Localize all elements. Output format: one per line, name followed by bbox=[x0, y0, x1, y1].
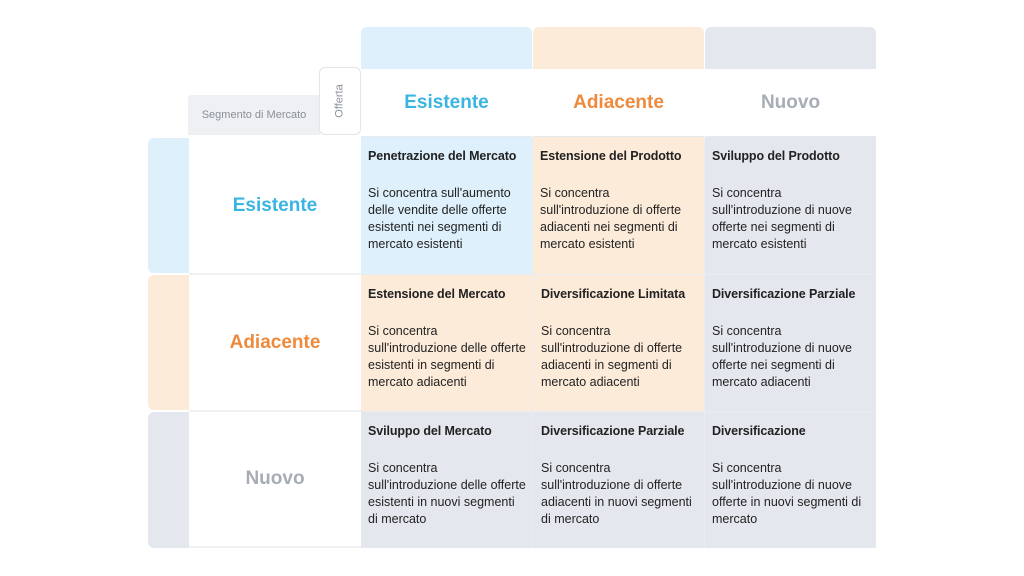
cell-title: Diversificazione Limitata bbox=[541, 287, 686, 301]
cell-description: Si concentra sull'introduzione di offerte adiacenti in segmenti di mercato adiacenti bbox=[541, 324, 683, 389]
cell-partial-diversification-1 bbox=[705, 275, 876, 412]
column-tab-adjacent bbox=[533, 27, 704, 69]
column-header-existing: Esistente bbox=[361, 69, 532, 136]
column-header-adjacent: Adiacente bbox=[533, 69, 704, 136]
cell-title: Sviluppo del Mercato bbox=[368, 424, 492, 438]
cell-market-penetration bbox=[361, 137, 533, 274]
cell-product-extension bbox=[533, 137, 705, 274]
grid-divider bbox=[532, 137, 533, 548]
cell-description: Si concentra sull'introduzione di nuove offerte nei segmenti di mercato adiacenti bbox=[712, 324, 852, 389]
cell-product-development bbox=[705, 137, 876, 274]
cell-title: Penetrazione del Mercato bbox=[368, 149, 517, 163]
cell-title: Estensione del Prodotto bbox=[540, 149, 682, 163]
cell-description: Si concentra sull'introduzione delle offerte esistenti in segmenti di mercato adiacenti bbox=[368, 324, 526, 389]
segment-axis-label: Segmento di Mercato bbox=[188, 95, 320, 135]
cell-limited-diversification bbox=[533, 275, 705, 412]
row-header-existing: Esistente bbox=[189, 138, 361, 275]
cell-title: Diversificazione bbox=[712, 424, 806, 438]
cell-title: Sviluppo del Prodotto bbox=[712, 149, 840, 163]
cell-description: Si concentra sull'introduzione di offerte adiacenti nei segmenti di mercato esistenti bbox=[540, 186, 682, 251]
row-tab-new bbox=[148, 412, 190, 548]
cell-diversification bbox=[705, 412, 876, 548]
row-tab-existing bbox=[148, 138, 190, 273]
cell-description: Si concentra sull'introduzione delle offerte esistenti in nuovi segmenti di mercato bbox=[368, 461, 526, 526]
cell-description: Si concentra sull'introduzione di nuove offerte nei segmenti di mercato esistenti bbox=[712, 186, 852, 251]
row-header-adjacent: Adiacente bbox=[189, 275, 361, 412]
cell-title: Diversificazione Parziale bbox=[712, 287, 856, 301]
cell-market-extension bbox=[361, 275, 533, 412]
row-header-new: Nuovo bbox=[189, 412, 361, 548]
grid-divider bbox=[704, 137, 705, 548]
column-header-new: Nuovo bbox=[705, 69, 876, 136]
cell-market-development bbox=[361, 412, 533, 548]
cell-description: Si concentra sull'introduzione di nuove offerte in nuovi segmenti di mercato bbox=[712, 461, 862, 526]
grid-divider bbox=[361, 274, 876, 275]
column-tab-existing bbox=[361, 27, 532, 69]
offer-axis-label bbox=[319, 67, 361, 135]
offer-axis-text: Offerta bbox=[334, 84, 346, 118]
row-tab-adjacent bbox=[148, 275, 190, 410]
cell-description: Si concentra sull'introduzione di offerte adiacenti in nuovi segmenti di mercato bbox=[541, 461, 692, 526]
cell-partial-diversification-2 bbox=[533, 412, 705, 548]
cell-title: Estensione del Mercato bbox=[368, 287, 506, 301]
grid-divider bbox=[361, 411, 876, 412]
cell-description: Si concentra sull'aumento delle vendite delle offerte esistenti nei segmenti di mercato esistenti bbox=[368, 186, 511, 251]
cell-title: Diversificazione Parziale bbox=[541, 424, 685, 438]
column-tab-new bbox=[705, 27, 876, 69]
